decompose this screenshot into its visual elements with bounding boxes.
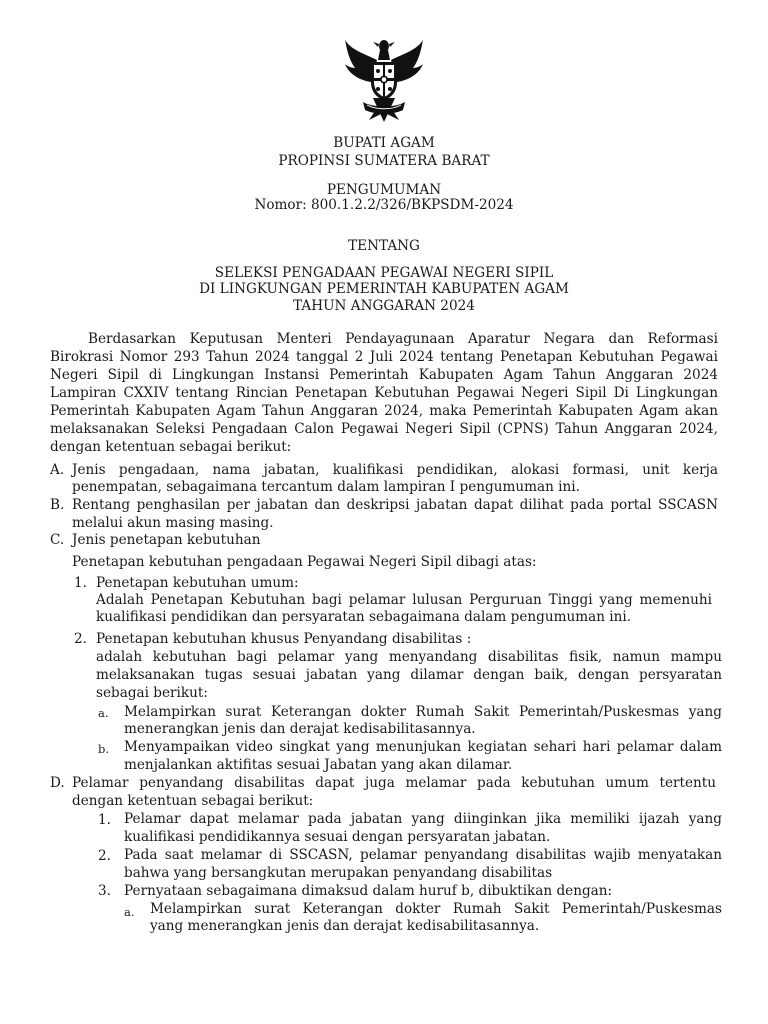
item-d3a-label: a. bbox=[124, 905, 135, 919]
item-d3a-line: Melampirkan surat Keterangan dokter Rumah Sakit Pemerintah/Puskesmas bbox=[150, 901, 722, 917]
item-d3-title: Pernyataan sebagaimana dimaksud dalam huruf b, dibuktikan dengan: bbox=[124, 883, 613, 899]
item-d3-label: 3. bbox=[98, 883, 111, 899]
province-title: PROPINSI SUMATERA BARAT bbox=[278, 153, 490, 169]
subject-line-3: TAHUN ANGGARAN 2024 bbox=[293, 298, 475, 314]
item-c2a-line: menerangkan jenis dan derajat kedisabilitasannya. bbox=[124, 721, 476, 737]
item-c2-line: sebagai berikut: bbox=[96, 685, 208, 701]
item-d-line: Pelamar penyandang disabilitas dapat juga melamar pada kebutuhan umum tertentu bbox=[72, 775, 716, 791]
item-c2a-line: Melampirkan surat Keterangan dokter Rumah Sakit Pemerintah/Puskesmas yang bbox=[124, 704, 722, 720]
item-d1-line: Pelamar dapat melamar pada jabatan yang diinginkan jika memiliki ijazah yang bbox=[124, 811, 722, 827]
item-c-title: Jenis penetapan kebutuhan bbox=[72, 532, 261, 548]
item-c1-line: kualifikasi pendidikan dan persyaratan sebagaimana dalam pengumuman ini. bbox=[96, 609, 632, 625]
item-c2b-line: menjalankan aktifitas sesuai Jabatan yang akan dilamar. bbox=[124, 757, 513, 773]
item-a-label: A. bbox=[50, 462, 65, 478]
item-d-label: D. bbox=[50, 775, 65, 791]
item-c2b-line: Menyampaikan video singkat yang menunjukan kegiatan sehari hari pelamar dalam bbox=[124, 739, 722, 755]
document-number: Nomor: 800.1.2.2/326/BKPSDM-2024 bbox=[254, 197, 514, 213]
item-d1-line: kualifikasi pendidikannya sesuai dengan persyaratan jabatan. bbox=[124, 829, 551, 845]
subject-line-2: DI LINGKUNGAN PEMERINTAH KABUPATEN AGAM bbox=[199, 281, 569, 297]
intro-line: Lampiran CXXIV tentang Rincian Penetapan Kebutuhan Pegawai Negeri Sipil Di Lingkungan bbox=[50, 385, 718, 401]
intro-line: Berdasarkan Keputusan Menteri Pendayagunaan Aparatur Negara dan Reformasi bbox=[88, 331, 718, 347]
item-a-line: Jenis pengadaan, nama jabatan, kualifikasi pendidikan, alokasi formasi, unit kerja bbox=[72, 462, 718, 478]
item-d3a-line: yang menerangkan jenis dan derajat kedisabilitasannya. bbox=[150, 918, 540, 934]
document-type: PENGUMUMAN bbox=[326, 182, 442, 198]
intro-line: dengan ketentuan sebagai berikut: bbox=[50, 439, 292, 455]
intro-line: Pemerintah Kabupaten Agam Tahun Anggaran 2024, maka Pemerintah Kabupaten Agam akan bbox=[50, 403, 718, 419]
item-c1-title: Penetapan kebutuhan umum: bbox=[96, 575, 299, 591]
item-b-line: Rentang penghasilan per jabatan dan deskripsi jabatan dapat dilihat pada portal SSCASN bbox=[72, 497, 718, 513]
subject-line-1: SELEKSI PENGADAAN PEGAWAI NEGERI SIPIL bbox=[214, 265, 554, 281]
garuda-emblem-icon bbox=[343, 38, 425, 126]
item-c1-label: 1. bbox=[74, 575, 87, 591]
item-c2a-label: a. bbox=[98, 706, 109, 720]
item-c-lead: Penetapan kebutuhan pengadaan Pegawai Negeri Sipil dibagi atas: bbox=[72, 554, 537, 570]
item-d2-line: Pada saat melamar di SSCASN, pelamar penyandang disabilitas wajib menyatakan bbox=[124, 847, 722, 863]
item-c2-line: melaksanakan tugas sesuai jabatan yang dilamar dengan baik, dengan persyaratan bbox=[96, 667, 722, 683]
about-heading: TENTANG bbox=[348, 238, 420, 254]
intro-line: melaksanakan Seleksi Pengadaan Calon Pegawai Negeri Sipil (CPNS) Tahun Anggaran 2024, bbox=[50, 421, 718, 437]
regent-title: BUPATI AGAM bbox=[333, 135, 435, 151]
item-b-line: melalui akun masing masing. bbox=[72, 515, 274, 531]
item-c2b-label: b. bbox=[98, 742, 110, 756]
item-d-line: dengan ketentuan sebagai berikut: bbox=[72, 793, 314, 809]
item-a-line: penempatan, sebagaimana tercantum dalam lampiran I pengumuman ini. bbox=[72, 479, 580, 495]
item-c1-line: Adalah Penetapan Kebutuhan bagi pelamar lulusan Perguruan Tinggi yang memenuhi bbox=[96, 592, 712, 608]
item-c2-label: 2. bbox=[74, 631, 87, 647]
item-c2-title: Penetapan kebutuhan khusus Penyandang disabilitas : bbox=[96, 631, 472, 647]
item-d2-line: bahwa yang bersangkutan merupakan penyandang disabilitas bbox=[124, 865, 553, 881]
item-d2-label: 2. bbox=[98, 848, 111, 864]
item-c-label: C. bbox=[50, 532, 65, 548]
intro-line: Birokrasi Nomor 293 Tahun 2024 tanggal 2 Juli 2024 tentang Penetapan Kebutuhan Pegawai bbox=[50, 349, 718, 365]
item-b-label: B. bbox=[50, 497, 65, 513]
item-c2-line: adalah kebutuhan bagi pelamar yang menyandang disabilitas fisik, namun mampu bbox=[96, 649, 722, 665]
item-d1-label: 1. bbox=[98, 812, 111, 828]
intro-line: Negeri Sipil di Lingkungan Instansi Pemerintah Kabupaten Agam Tahun Anggaran 2024 bbox=[50, 367, 718, 383]
